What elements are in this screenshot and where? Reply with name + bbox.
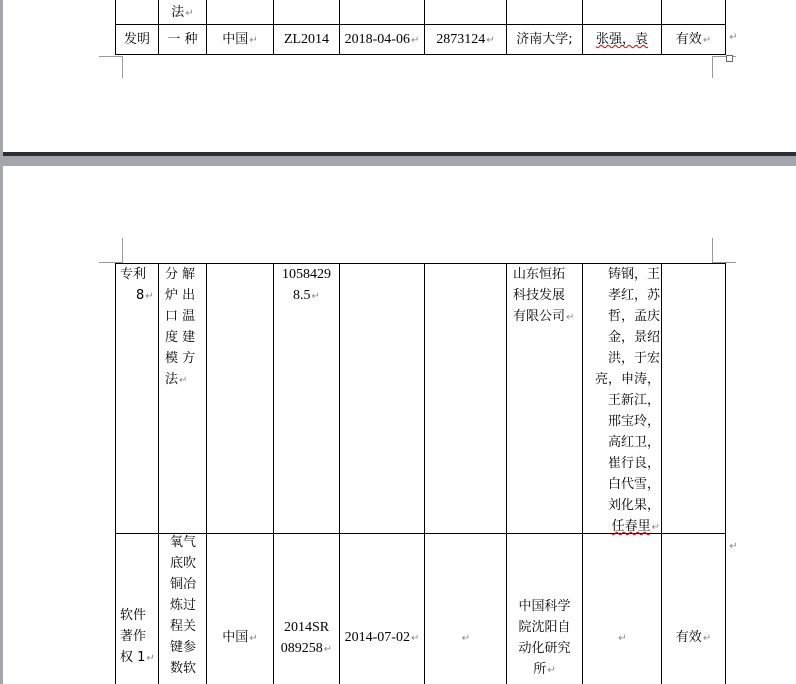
cell-line: 院沈阳自 xyxy=(518,620,571,635)
cell-line: 法 xyxy=(165,372,179,387)
table-cell-status xyxy=(662,29,725,51)
cell-line: 王新江， xyxy=(607,393,660,408)
table-cell-type xyxy=(120,605,158,669)
cell-line: 亮，申涛， xyxy=(594,372,660,387)
cell-line: 数软 xyxy=(169,661,196,676)
table-cell-country xyxy=(207,627,273,649)
table-cell-holder xyxy=(507,596,582,681)
table-border xyxy=(115,264,116,684)
cell-line: 山东恒拓 xyxy=(513,267,566,282)
cell-line: 软件 xyxy=(120,608,147,623)
paragraph-mark: ↵ xyxy=(702,35,712,46)
table-border xyxy=(582,264,583,684)
paragraph-mark: ↵ xyxy=(702,633,712,644)
cell-line: 模 方 xyxy=(165,351,196,366)
cell-line: 哲，孟庆 xyxy=(607,309,660,324)
paragraph-mark: ↵ xyxy=(651,522,660,533)
cell-line: 科技发展 xyxy=(513,288,566,303)
table-cell-cert xyxy=(425,627,506,649)
table-cell-name xyxy=(159,29,206,50)
table-cell-holder xyxy=(507,29,582,50)
cell-line: 中国科学 xyxy=(518,599,571,614)
cell-text: 一 种 xyxy=(167,32,198,47)
cell-line: 8 xyxy=(136,288,145,303)
paragraph-mark: ↵ xyxy=(410,35,420,46)
cell-text: 2014-07-02 xyxy=(344,630,410,645)
paragraph-mark: ↵ xyxy=(618,633,627,644)
cell-line: 洪，于宏 xyxy=(607,351,660,366)
paragraph-mark: ↵ xyxy=(547,665,556,676)
cell-line: 089258 xyxy=(280,641,323,656)
paragraph-mark: ↵ xyxy=(249,633,258,644)
table-cell-number xyxy=(274,29,339,50)
paragraph-mark: ↵ xyxy=(566,312,575,323)
document-page-2 xyxy=(3,166,796,684)
paragraph-mark: ↵ xyxy=(179,375,188,386)
table-cell-date xyxy=(340,29,424,51)
table-cell-inventors xyxy=(583,627,661,649)
table-cell-type xyxy=(120,264,156,307)
page-gap xyxy=(0,156,796,166)
cell-line: 分 解 xyxy=(165,267,196,282)
table-border xyxy=(158,264,159,684)
table-border xyxy=(725,264,726,684)
table-cell-name xyxy=(165,264,205,391)
cell-line: 金，景绍 xyxy=(607,330,660,345)
paragraph-mark: ↵ xyxy=(729,541,738,552)
table-cell-name-fragment xyxy=(159,2,206,24)
cell-text: ZL2014 xyxy=(283,32,330,47)
cell-line: 崔行良， xyxy=(607,456,660,471)
cell-line: 铸钢，王 xyxy=(607,267,660,282)
table-cell-cert xyxy=(425,29,506,51)
cell-text: 发明 xyxy=(123,32,150,47)
paragraph-mark: ↵ xyxy=(729,32,738,43)
table-border xyxy=(206,264,207,684)
table-cell-type xyxy=(116,29,158,50)
crop-mark xyxy=(712,238,713,262)
table-border xyxy=(661,264,662,684)
table-cell-number xyxy=(274,264,339,307)
paragraph-mark: ↵ xyxy=(410,633,420,644)
cell-line: 2014SR xyxy=(283,620,330,635)
paragraph-mark: ↵ xyxy=(146,653,155,664)
paragraph-mark: ↵ xyxy=(185,8,194,19)
cell-line: 键参 xyxy=(169,640,196,655)
table-cell-date xyxy=(340,627,424,649)
cell-line: 任春里 xyxy=(611,519,651,534)
cell-line: 氧气 xyxy=(169,535,196,550)
cell-line: 度 建 xyxy=(165,330,196,345)
cell-text: 有效 xyxy=(675,630,702,645)
cell-line: 著作 xyxy=(120,629,147,644)
cell-text: 中国 xyxy=(222,32,249,47)
cell-line: 刘化果， xyxy=(607,498,660,513)
paragraph-mark: ↵ xyxy=(461,633,471,644)
crop-mark xyxy=(712,56,713,78)
cell-text: 法 xyxy=(171,5,185,20)
table-resize-handle[interactable] xyxy=(726,55,733,62)
paragraph-mark: ↵ xyxy=(486,35,495,46)
table-cell-inventors xyxy=(584,264,660,538)
cell-line: 1058429 xyxy=(282,267,331,282)
cell-line: 邢宝玲， xyxy=(607,414,660,429)
cell-line: 口 温 xyxy=(165,309,196,324)
cell-line: 有限公司 xyxy=(513,309,566,324)
table-cell-inventors xyxy=(583,29,661,50)
table-border xyxy=(424,264,425,684)
row-end-mark xyxy=(727,26,739,48)
cell-line: 炼过 xyxy=(169,598,196,613)
table-border xyxy=(339,264,340,684)
table-border xyxy=(115,54,726,55)
cell-line: 专利 xyxy=(120,267,147,282)
cell-line: 动化研究 xyxy=(518,641,571,656)
cell-line: 所 xyxy=(533,662,547,677)
table-cell-holder xyxy=(513,264,581,328)
cell-line: 铜冶 xyxy=(169,577,196,592)
cell-line: 白代雪， xyxy=(607,477,660,492)
crop-mark xyxy=(122,56,123,78)
cell-line: 8.5 xyxy=(293,288,311,303)
paragraph-mark: ↵ xyxy=(311,291,320,302)
paragraph-mark: ↵ xyxy=(249,35,258,46)
cell-line: 孝红，苏 xyxy=(607,288,660,303)
cell-text: 有效 xyxy=(675,32,702,47)
cell-text: 济南大学; xyxy=(516,32,573,47)
cell-text: 2873124 xyxy=(436,32,486,47)
cell-text: 中国 xyxy=(222,630,249,645)
cell-line: 权 1 xyxy=(120,650,146,665)
document-page-1 xyxy=(3,0,796,152)
table-cell-country xyxy=(207,29,273,51)
paragraph-mark: ↵ xyxy=(323,644,333,655)
cell-line: 底吹 xyxy=(169,556,196,571)
cell-text: 2018-04-06 xyxy=(344,32,410,47)
paragraph-mark: ↵ xyxy=(145,291,154,302)
cell-line: 高红卫， xyxy=(607,435,660,450)
crop-mark xyxy=(122,238,123,262)
crop-mark xyxy=(99,56,123,57)
table-cell-number xyxy=(274,617,339,660)
cell-line: 炉 出 xyxy=(165,288,196,303)
table-cell-status xyxy=(662,627,725,649)
table-border xyxy=(725,0,726,54)
row-end-mark xyxy=(727,535,739,557)
table-cell-name xyxy=(161,532,205,679)
table-border xyxy=(115,24,726,25)
cell-line: 程关 xyxy=(169,619,196,634)
cell-text: 张强，袁 xyxy=(595,32,648,47)
